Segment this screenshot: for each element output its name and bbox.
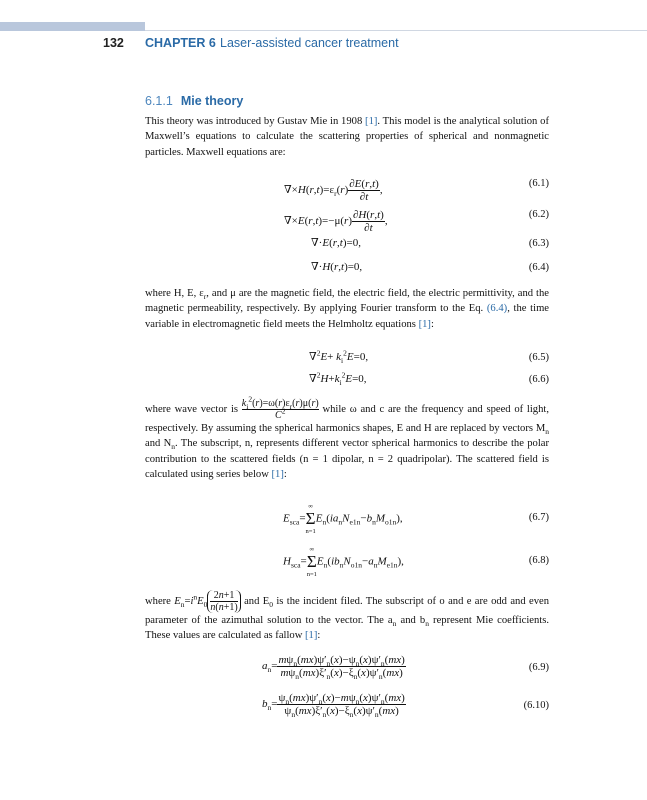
- running-header: [0, 36, 647, 54]
- chapter-title: Laser-assisted cancer treatment: [220, 36, 399, 50]
- equation-number: (6.3): [528, 238, 549, 249]
- equation-6-2: ∇×E(r,t)=−μ(r) $\frac{\partial H(r,t)}{\partial t}$ , (6.2): [284, 209, 549, 234]
- equation-number: (6.2): [528, 209, 549, 220]
- page-number: 132: [103, 36, 124, 50]
- citation-link[interactable]: [1]: [271, 468, 284, 480]
- equation-number: (6.8): [528, 555, 549, 566]
- citation-link[interactable]: [1]: [305, 630, 318, 642]
- equation-6-5: $\nabla^2E+ k_i^2E=0$, (6.5): [309, 348, 549, 366]
- equation-number: (6.5): [528, 352, 549, 363]
- section-heading: [145, 94, 243, 108]
- section-title: Mie theory: [180, 94, 244, 108]
- citation-link[interactable]: [1]: [418, 318, 431, 330]
- paragraph-definitions: where H, E, $\varepsilon_r$, and μ are the magnetic field, the electric field, the electric permittivity, and the magnetic permeability, respectively. By applying Fourier transform to the Eq. (6.4), the time variable in electromagnetic field meets the Helmholtz equations [1]:: [145, 288, 550, 330]
- equation-6-6: $\nabla^2H+k_i^2E=0$, (6.6): [309, 370, 549, 388]
- header-accent-bar: [0, 22, 145, 31]
- equation-number: (6.9): [528, 662, 549, 673]
- paragraph-intro: This theory was introduced by Gustav Mie in 1908 [1]. This model is the analytical solution of Maxwell’s equations to calculate the scattering properties of spherical and nonmagnetic particles. Maxwell equations are:: [145, 116, 549, 158]
- equation-number: (6.7): [528, 512, 549, 523]
- equation-6-8: $H_{sca}=$ ∞ Σ n=1 $E_n(ib_nN_{o1n}-a_nM_{e1n})$, (6.8): [283, 546, 549, 578]
- equation-6-1: $\nabla\times H(r,t)=\varepsilon_r(r)$ $\frac{\partial E(r,t)}{\partial t}$ , (6.1): [284, 178, 549, 203]
- paragraph-mie-coefficients: where $E_n=i^nE_0$ $\frac{2n+1}{n(n+1)}$ and $E_0$ is the incident filed. The subscript of o and e are odd and even parameter of the azimuthal solution to the vector. The $a_n$ and $b_n$ represent Mie coefficients. These values are calculated as fallow [1]:: [145, 590, 549, 642]
- equation-6-10: $b_n=$ $\frac{\psi_n(mx)\psi'_n(x)-m\psi_n(x)\psi'_n(mx)}{\psi_n(mx)\xi'_n(x)-\xi_n(x)\psi'_n(mx)}$ (6.10): [262, 692, 549, 720]
- section-number: 6.1.1: [145, 94, 173, 108]
- equation-number: (6.1): [528, 178, 549, 189]
- citation-link[interactable]: [1]: [365, 116, 378, 127]
- equation-6-4: ∇·H(r,t)=0, (6.4): [311, 261, 549, 273]
- header-rule: [145, 30, 647, 31]
- equation-6-7: $E_{sca}=$ ∞ Σ n=1 $E_n(ia_nN_{e1n}-b_nM_{o1n})$, (6.7): [283, 503, 549, 535]
- equation-number: (6.10): [523, 700, 549, 711]
- equation-number: (6.6): [528, 374, 549, 385]
- equation-number: (6.4): [528, 262, 549, 273]
- equation-6-9: $a_n=$ $\frac{m\psi_n(mx)\psi'_n(x)-\psi_n(x)\psi'_n(mx)}{m\psi_n(mx)\xi'_n(x)-\xi_n(x)\psi'_n(mx)}$ (6.9): [262, 654, 549, 682]
- equation-reference-link[interactable]: (6.4): [486, 303, 508, 315]
- chapter-label: CHAPTER 6: [145, 36, 216, 50]
- paragraph-wave-vector: where wave vector is $\frac{k_i^2(r)=\omega(r)\varepsilon_r(r)\mu(r)}{C^2}$ while ω and c are the frequency and speed of light, respectively. By assuming the spherical harmonics shapes, E and H are replaced by vectors $M_n$ and $N_n$. The subscript, n, represents different vector spherical harmonics to describe the polar contribution to the scattered fields (n = 1 dipolar, n = 2 quadripolar). The scattered field is calculated using series below [1]:: [145, 394, 549, 480]
- equation-6-3: ∇·E(r,t)=0, (6.3): [311, 237, 549, 249]
